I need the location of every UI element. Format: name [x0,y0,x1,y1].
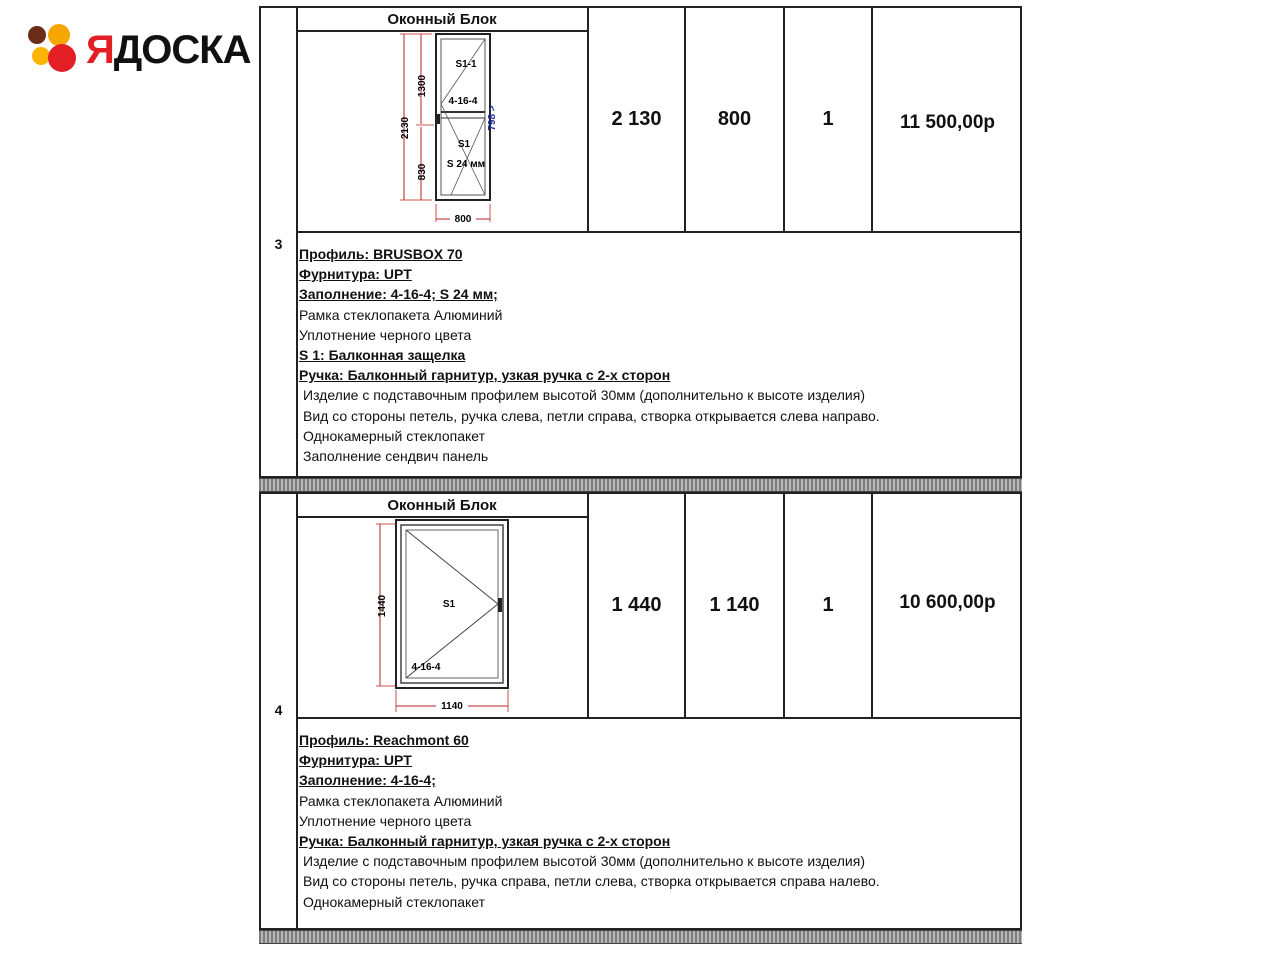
window-drawing [296,494,587,716]
spec-line: Ручка: Балконный гарнитур, узкая ручка с 2-х сторон [299,833,671,850]
spec-line: Уплотнение черного цвета [299,326,472,343]
quantity-cell [785,494,873,718]
width-value: 800 [717,108,752,130]
width-cell [686,494,785,718]
price-cell [873,494,1022,718]
quantity-value: 1 [822,594,834,616]
spec-line: Однокамерный стеклопакет [303,427,486,444]
spec-line: Изделие с подставочным профилем высотой 30мм (дополнительно к высоте изделия) [303,387,865,404]
spec-line: Вид со стороны петель, ручка слева, петли справа, створка открывается слева направо. [303,407,880,424]
item-row [259,6,1022,478]
height-value: 2 130 [611,108,662,130]
spec-line: Профиль: BRUSBOX 70 [299,246,463,262]
label-panel: S 24 мм [446,159,486,170]
width-cell [686,8,785,232]
item-number: 3 [274,236,283,252]
quantity-value: 1 [822,108,834,130]
height-cell [589,8,686,232]
quantity-cell [785,8,873,232]
label-upper-sash: S1-1 [455,59,477,70]
label-lower-sash: S1 [457,139,471,150]
spec-line: Вид со стороны петель, ручка справа, петли слева, створка открывается справа налево. [303,873,880,890]
spec-line: Заполнение: 4-16-4; S 24 мм; [299,286,498,303]
drawing-cell [296,494,589,718]
item-number: 4 [274,702,283,718]
height-value: 1 440 [611,594,662,616]
row-separator [259,930,1022,944]
dim-total-width: 800 [454,214,472,225]
logo-dot-red [48,44,76,72]
spec-line: Ручка: Балконный гарнитур, узкая ручка с 2-х сторон [299,367,671,384]
spec-line: Рамка стеклопакета Алюминий [299,306,503,323]
estimate-sheet [259,6,1023,944]
dim-total-width: 1140 [441,701,463,712]
specs-list [299,730,880,912]
spec-line: Уплотнение черного цвета [299,812,472,829]
dim-total-height: 1440 [377,594,388,618]
spec-line: Фурнитура: UPT [299,752,412,769]
dim-lower-height: 830 [417,163,428,181]
price-value: 10 600,00р [899,592,996,613]
window-drawing [296,8,587,230]
spec-line: S 1: Балконная защелка [299,347,466,364]
height-cell [589,494,686,718]
row-separator [259,478,1022,492]
drawing-cell [296,8,589,232]
item-number-cell [261,8,298,476]
block-title: Оконный Блок [387,497,497,514]
label-glass: 4-16-4 [411,662,441,673]
site-logo[interactable] [26,22,266,80]
price-value: 11 500,00р [899,112,996,133]
dim-total-height: 2130 [400,116,411,140]
logo-wordmark: ЯДОСКА [86,28,251,72]
width-value: 1 140 [709,594,760,616]
item-number-cell [261,494,298,928]
block-title: Оконный Блок [387,11,497,28]
spec-line: Заполнение сендвич панель [303,448,489,465]
spec-line: Рамка стеклопакета Алюминий [299,792,503,809]
dim-upper-height: 1300 [417,74,428,98]
spec-line: Однокамерный стеклопакет [303,893,486,910]
spec-line: Фурнитура: UPT [299,266,412,283]
specs-list [299,244,880,466]
item-row [259,492,1022,930]
label-sash: S1 [442,599,456,610]
logo-dot-brown [28,26,46,44]
price-cell [873,8,1022,232]
spec-line: Заполнение: 4-16-4; [299,772,436,789]
dim-side: 798 > [487,105,498,131]
logo-dot-orange [48,24,70,46]
label-glass: 4-16-4 [448,96,478,107]
spec-line: Изделие с подставочным профилем высотой 30мм (дополнительно к высоте изделия) [303,853,865,870]
spec-line: Профиль: Reachmont 60 [299,732,469,748]
